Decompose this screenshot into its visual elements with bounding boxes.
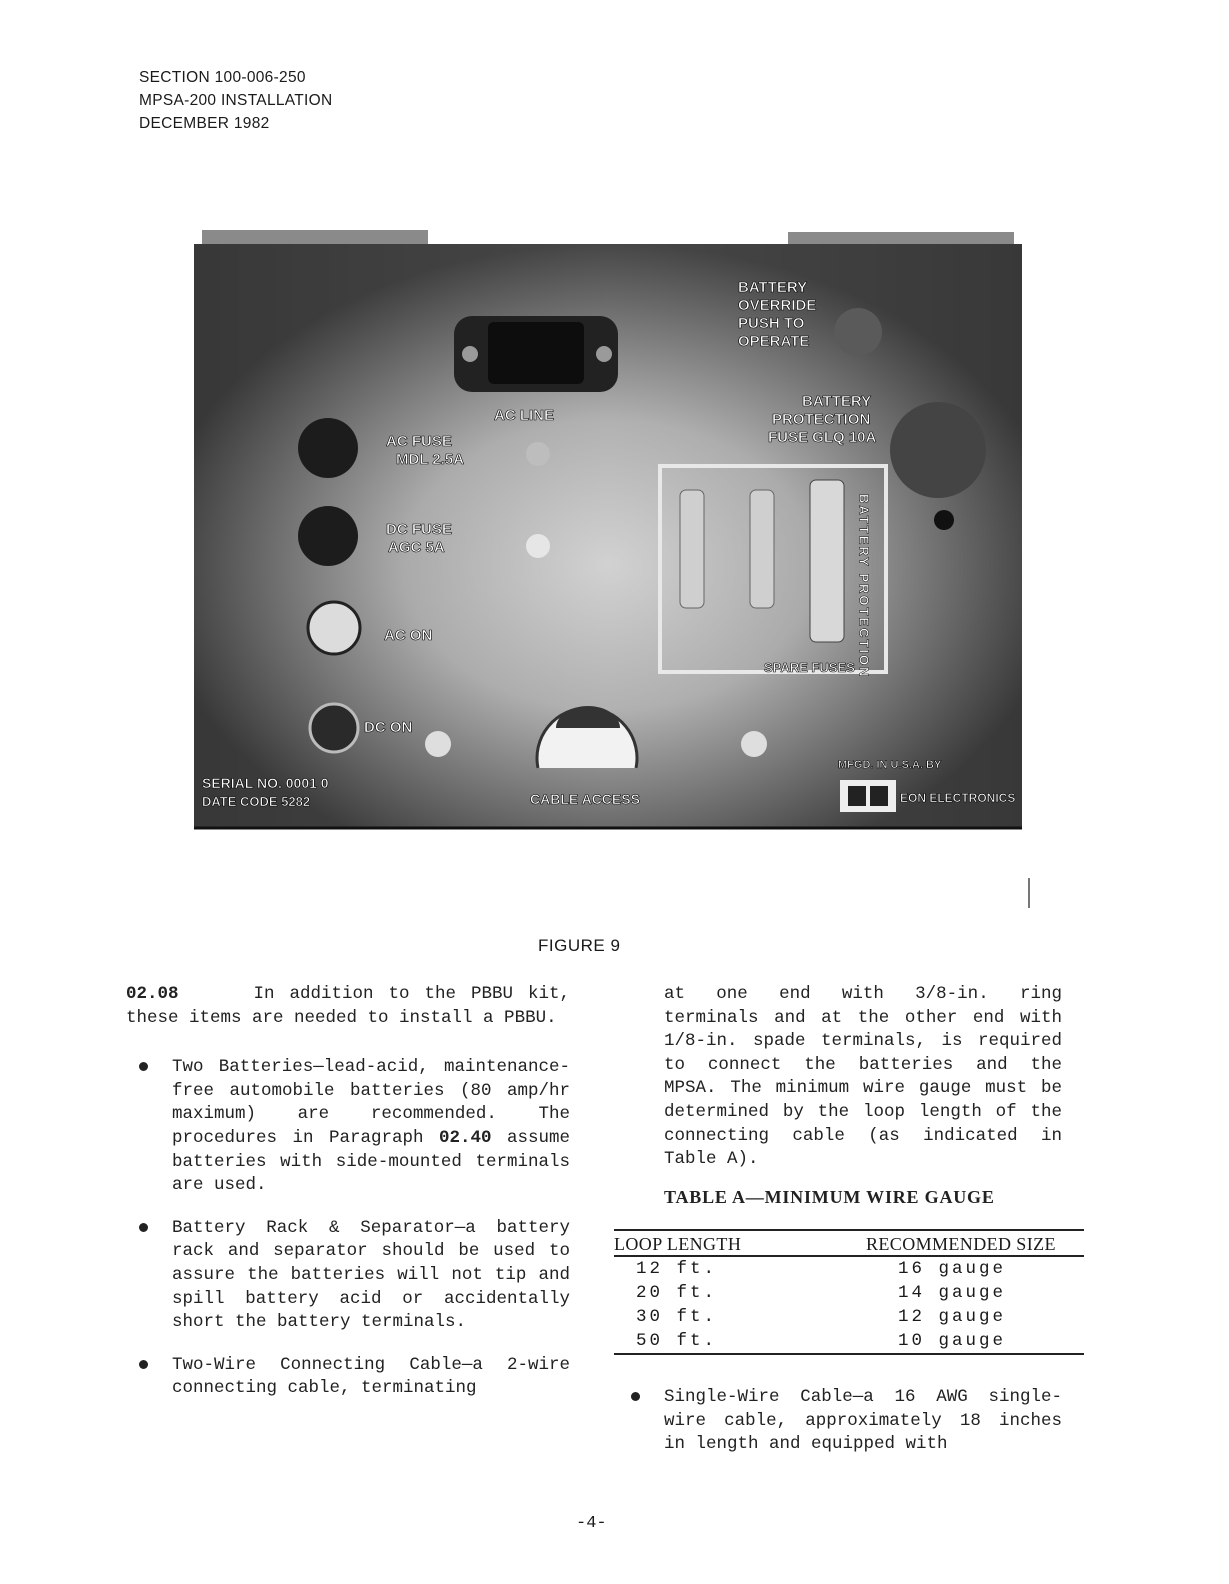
intro-text: In addition to the PBBU kit, these items are needed to install a PBBU. xyxy=(126,984,570,1028)
label-ac-on: AC ON xyxy=(384,627,433,644)
label-dc-on: DC ON xyxy=(364,719,413,736)
label-dc-fuse-rating: AGC 5A xyxy=(388,539,445,556)
label-cable-access: CABLE ACCESS xyxy=(530,791,640,807)
page-number: -4- xyxy=(576,1514,607,1533)
svg-text:BATTERY PROTECTION: BATTERY PROTECTION xyxy=(856,494,872,679)
right-column xyxy=(664,983,1062,1209)
label-spare-fuses: SPARE FUSES xyxy=(764,660,855,675)
label-ac-fuse: AC FUSE xyxy=(386,433,452,450)
wire-gauge-table xyxy=(614,1229,1084,1355)
label-mfgd: MFGD. IN U.S.A. BY xyxy=(838,759,942,771)
bullet-icon xyxy=(139,1062,148,1071)
document-header xyxy=(139,66,333,135)
label-battery-override-2: OVERRIDE xyxy=(738,297,817,314)
figure-caption: FIGURE 9 xyxy=(538,936,621,955)
bullet-icon xyxy=(139,1360,148,1369)
list-item-batteries: Two Batteries—lead-acid, maintenance-free automobile batteries (80 amp/hr maximum) are recommended. The procedures in Paragraph 02.40 assume batteries with side-mounted terminals are used. xyxy=(126,1056,570,1198)
list-item-single-wire-cable: Single-Wire Cable—a 16 AWG single-wire cable, approximately 18 inches in length and equipped with xyxy=(618,1386,1062,1457)
right-bullet-block xyxy=(618,1386,1062,1457)
margin-mark xyxy=(1028,878,1030,908)
table-row: 30 ft. 12 gauge xyxy=(636,1307,1007,1327)
table-row: 12 ft. 16 gauge xyxy=(636,1259,1007,1279)
label-battery-override-3: PUSH TO xyxy=(738,315,805,332)
label-battery-override-4: OPERATE xyxy=(738,333,810,350)
table-header-row xyxy=(614,1230,1084,1256)
label-battery-protection-fuse-1: BATTERY xyxy=(802,393,872,410)
label-battery-protection-fuse-2: PROTECTION xyxy=(772,411,871,428)
continuation-paragraph: at one end with 3/8-in. ring terminals and at the other end with 1/8-in. spade terminals, is required to connect the batteries and the MPSA. The minimum wire gauge must be determined by the loop length of the connecting cable (as indicated in Table A). xyxy=(664,984,1062,1170)
intro-paragraph xyxy=(126,983,570,1030)
column-header-loop-length: LOOP LENGTH xyxy=(614,1230,846,1256)
label-battery-protection-vertical xyxy=(857,494,872,679)
document-title: MPSA-200 INSTALLATION xyxy=(139,92,333,109)
label-battery-protection-fuse-3: FUSE GLQ 10A xyxy=(768,429,877,446)
document-date: DECEMBER 1982 xyxy=(139,115,270,132)
paragraph-reference: 02.40 xyxy=(438,1127,492,1148)
label-date-code: DATE CODE 5282 xyxy=(202,794,311,809)
bullet-icon xyxy=(139,1223,148,1232)
label-maker: EON ELECTRONICS xyxy=(900,791,1016,805)
left-column xyxy=(126,983,570,1401)
table-row: 50 ft. 10 gauge xyxy=(614,1329,1084,1354)
list-item-two-wire-cable: Two-Wire Connecting Cable—a 2-wire connecting cable, terminating xyxy=(126,1354,570,1401)
paragraph-number: 02.08 xyxy=(126,984,179,1004)
figure-photo xyxy=(168,228,1028,858)
section-number: SECTION 100-006-250 xyxy=(139,69,306,86)
label-ac-fuse-rating: MDL 2.5A xyxy=(396,451,465,468)
label-dc-fuse: DC FUSE xyxy=(386,521,452,538)
label-ac-line: AC LINE xyxy=(494,407,554,424)
label-battery-override: BATTERY xyxy=(738,279,808,296)
label-serial-no: SERIAL NO. 0001 0 xyxy=(202,775,329,791)
list-item-battery-rack: Battery Rack & Separator—a battery rack and separator should be used to assure the batteries will not tip and spill battery acid or accidentally short the battery terminals. xyxy=(126,1217,570,1335)
table-title: TABLE A—MINIMUM WIRE GAUGE xyxy=(664,1186,995,1207)
column-header-recommended-size: RECOMMENDED SIZE xyxy=(846,1230,1084,1256)
table-row: 20 ft. 14 gauge xyxy=(636,1283,1007,1303)
bullet-icon xyxy=(631,1392,640,1401)
